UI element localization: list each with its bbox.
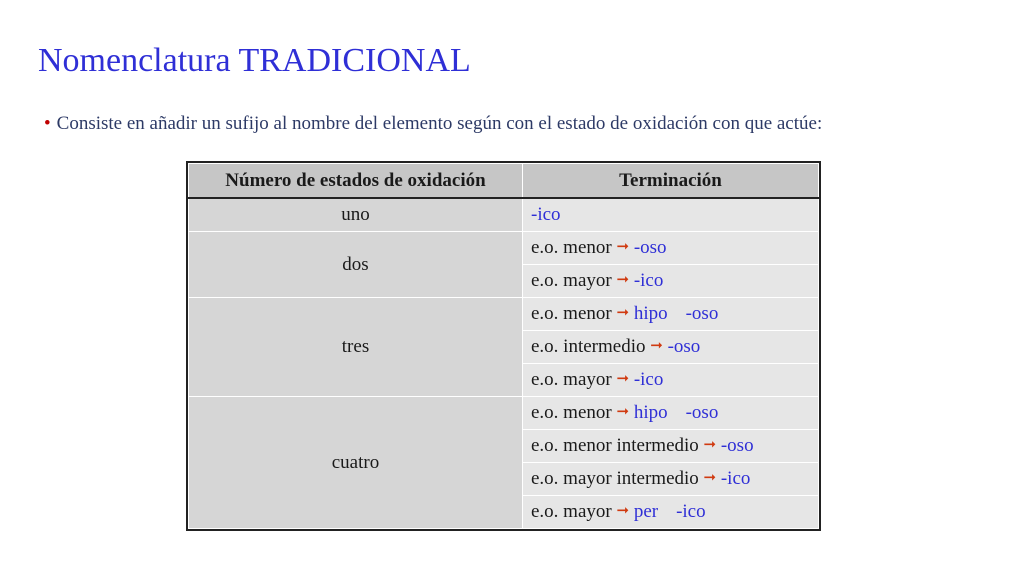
ending-suffix: -ico (676, 501, 706, 522)
arrow-right-icon: ➞ (616, 272, 630, 288)
ending-value: -oso (667, 336, 701, 357)
oxidation-state-label: e.o. menor (531, 303, 612, 324)
arrow-right-icon: ➞ (616, 239, 630, 255)
arrow-right-icon: ➞ (616, 404, 630, 420)
ending-suffix: -oso (685, 402, 719, 423)
ending-value: -ico (633, 270, 664, 291)
ending-cell (523, 298, 819, 331)
arrow-right-icon: ➞ (616, 371, 630, 387)
oxidation-state-label: e.o. mayor (531, 369, 612, 390)
table-row (189, 232, 819, 265)
ending-value: -oso (720, 435, 754, 456)
ending-cell (523, 463, 819, 496)
ending-cell (523, 496, 819, 529)
ending-cell (523, 232, 819, 265)
oxidation-state-label: e.o. menor (531, 237, 612, 258)
arrow-right-icon: ➞ (650, 338, 663, 354)
bullet-point (44, 113, 822, 135)
ending-value: -ico (531, 204, 561, 225)
table-body (189, 198, 819, 529)
ending-value: hipo (633, 303, 668, 324)
table-row (189, 397, 819, 430)
ending-suffix: -oso (685, 303, 719, 324)
header-ending: Terminación (523, 164, 819, 199)
oxidation-state-label: e.o. mayor intermedio (531, 468, 699, 489)
ending-value: -ico (633, 369, 664, 390)
arrow-right-icon: ➞ (616, 503, 630, 519)
ending-cell (523, 265, 819, 298)
states-count-cell: uno (189, 198, 523, 232)
ending-cell (523, 364, 819, 397)
oxidation-state-label: e.o. menor (531, 402, 612, 423)
table-row (189, 198, 819, 232)
arrow-right-icon: ➞ (703, 437, 717, 453)
bullet-text: Consiste en añadir un sufijo al nombre del elemento según con el estado de oxidación con que actúe: (56, 113, 823, 134)
arrow-right-icon: ➞ (703, 470, 717, 486)
oxidation-state-label: e.o. mayor (531, 501, 612, 522)
header-states-count: Número de estados de oxidación (189, 164, 523, 199)
ending-value: -oso (633, 237, 667, 258)
nomenclature-table (188, 163, 819, 529)
slide-title: Nomenclatura TRADICIONAL (38, 42, 471, 79)
ending-cell (523, 430, 819, 463)
ending-value: per (633, 501, 659, 522)
table-row (189, 298, 819, 331)
oxidation-state-label: e.o. mayor (531, 270, 612, 291)
states-count-cell: cuatro (189, 397, 523, 529)
arrow-right-icon: ➞ (616, 305, 630, 321)
ending-value: -ico (720, 468, 751, 489)
ending-cell (523, 198, 819, 232)
ending-cell (523, 331, 819, 364)
oxidation-state-label: e.o. intermedio (531, 336, 646, 357)
states-count-cell: dos (189, 232, 523, 298)
bullet-dot-icon: • (44, 113, 51, 134)
ending-value: hipo (633, 402, 668, 423)
states-count-cell: tres (189, 298, 523, 397)
table-header-row (189, 164, 819, 199)
oxidation-state-label: e.o. menor intermedio (531, 435, 699, 456)
ending-cell (523, 397, 819, 430)
